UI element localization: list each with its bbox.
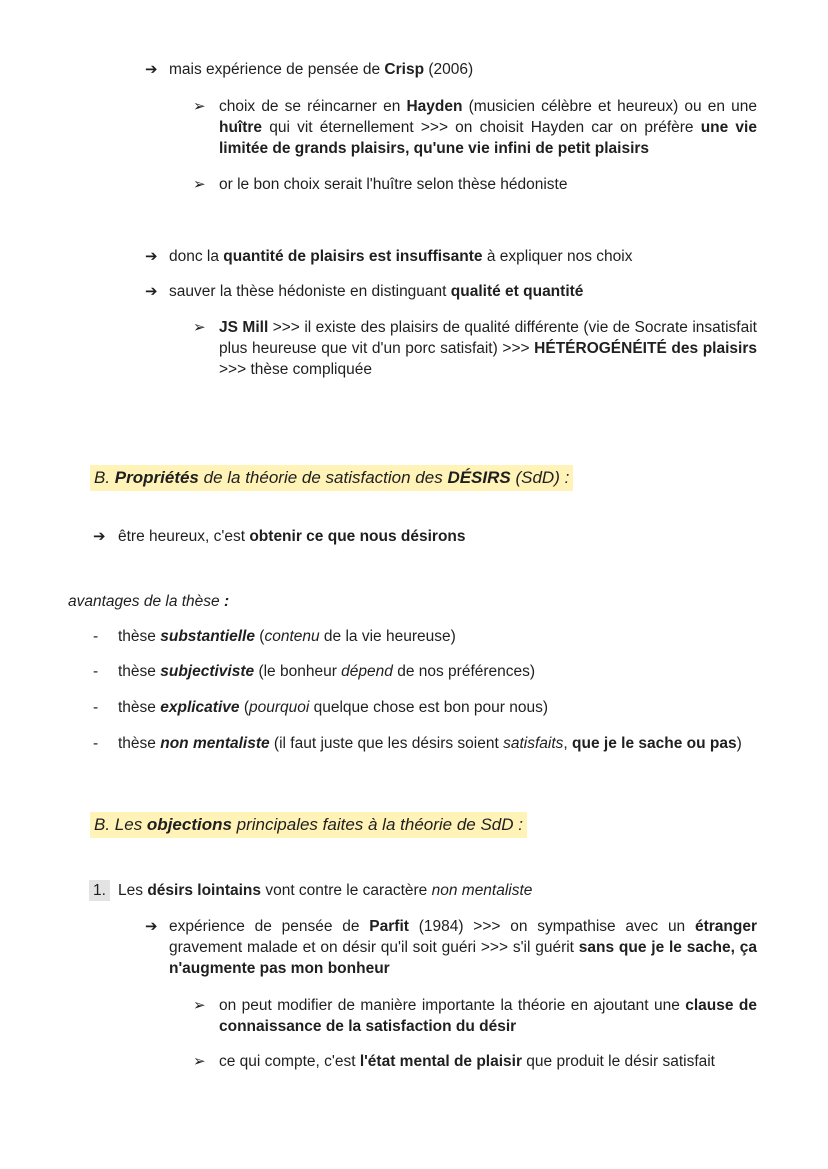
huitre-line: or le bon choix serait l'huître selon thèse hédoniste bbox=[219, 176, 568, 193]
mill-text-2: >>> thèse compliquée bbox=[219, 361, 372, 378]
heureux-text: être heureux, c'est bbox=[118, 528, 250, 545]
section-heading-objections bbox=[90, 812, 527, 838]
triangle-bullet-icon: ➢ bbox=[193, 176, 206, 193]
hayden-bold-1: Hayden bbox=[406, 98, 463, 115]
crisp-text: mais expérience de pensée de bbox=[169, 61, 385, 78]
mill-text-1: >>> il existe des plaisirs de qualité différente (vie de Socrate insatisfait plus heureuse que vit d'un porc satisfait) >>> bbox=[219, 319, 757, 357]
heading-bold: Propriétés bbox=[114, 468, 199, 487]
list-item: thèse explicative (pourquoi quelque chose est bon pour nous) bbox=[118, 699, 549, 716]
hayden-text-3: qui vit éternellement >>> on choisit Hayden car on préfère bbox=[262, 119, 701, 136]
avantages-colon: : bbox=[223, 593, 230, 610]
item1-line: Les désirs lointains vont contre le caractère non mentaliste bbox=[118, 882, 533, 899]
triangle-bullet-icon: ➢ bbox=[193, 319, 206, 336]
list-item: thèse substantielle (contenu de la vie heureuse) bbox=[118, 628, 456, 645]
heading-bold: objections bbox=[146, 815, 232, 834]
hayden-bold-2: huître bbox=[219, 119, 263, 136]
sauver-text: sauver la thèse hédoniste en distinguant bbox=[169, 283, 451, 300]
list-item: thèse non mentaliste (il faut juste que les désirs soient satisfaits, que je le sache ou pas) bbox=[118, 735, 742, 752]
heading-prefix: B. Les bbox=[94, 815, 147, 834]
dash-bullet-icon: - bbox=[93, 663, 99, 680]
dash-bullet-icon: - bbox=[93, 628, 99, 645]
arrow-right-icon: ➔ bbox=[145, 61, 158, 78]
triangle-bullet-icon: ➢ bbox=[193, 98, 206, 115]
heureux-bold: obtenir ce que nous désirons bbox=[249, 528, 466, 545]
dash-bullet-icon: - bbox=[93, 735, 99, 752]
hayden-text-2: (musicien célèbre et heureux) ou en une bbox=[462, 98, 758, 115]
heading-prefix: B. bbox=[94, 468, 115, 487]
mental-line: ce qui compte, c'est l'état mental de plaisir que produit le désir satisfait bbox=[219, 1053, 715, 1070]
crisp-line bbox=[169, 59, 769, 80]
list-number: 1. bbox=[89, 880, 110, 901]
avantages-text: avantages de la thèse bbox=[68, 593, 224, 610]
quantite-line bbox=[169, 246, 769, 267]
heading-text: principales faites à la théorie de SdD : bbox=[231, 815, 523, 834]
heading-bold-2: DÉSIRS bbox=[447, 468, 511, 487]
hayden-bold-3: une vie limitée de grands plaisirs, qu'une vie infini de petit plaisirs bbox=[219, 119, 757, 157]
triangle-bullet-icon: ➢ bbox=[193, 1053, 206, 1070]
crisp-year: (2006) bbox=[424, 61, 474, 78]
parfit-paragraph: expérience de pensée de Parfit (1984) >>> on sympathise avec un étranger gravement malade et on désir qu'il soit guéri >>> s'il guérit sans que je le sache, ça n'augmente pas mon bonheur bbox=[169, 918, 757, 977]
sauver-bold: qualité et quantité bbox=[450, 283, 584, 300]
hayden-text-1: choix de se réincarner en bbox=[219, 98, 407, 115]
arrow-right-icon: ➔ bbox=[145, 918, 158, 935]
mill-name: JS Mill bbox=[219, 319, 269, 336]
dash-bullet-icon: - bbox=[93, 699, 99, 716]
triangle-bullet-icon: ➢ bbox=[193, 997, 206, 1014]
heading-text-1: de la théorie de satisfaction des bbox=[198, 468, 448, 487]
quantite-bold: quantité de plaisirs est insuffisante bbox=[223, 248, 483, 265]
sauver-line bbox=[169, 281, 769, 302]
heading-text-2: (SdD) : bbox=[510, 468, 570, 487]
quantite-text-1: donc la bbox=[169, 248, 224, 265]
heureux-line bbox=[118, 526, 758, 547]
section-heading-proprietes bbox=[90, 465, 573, 491]
arrow-right-icon: ➔ bbox=[93, 528, 106, 545]
arrow-right-icon: ➔ bbox=[145, 283, 158, 300]
crisp-name: Crisp bbox=[384, 61, 425, 78]
hayden-paragraph bbox=[219, 96, 757, 159]
list-item: thèse subjectiviste (le bonheur dépend de nos préférences) bbox=[118, 663, 536, 680]
quantite-text-2: à expliquer nos choix bbox=[482, 248, 633, 265]
arrow-right-icon: ➔ bbox=[145, 248, 158, 265]
avantages-label bbox=[68, 591, 468, 612]
mill-bold: HÉTÉROGÉNÉITÉ des plaisirs bbox=[534, 340, 757, 357]
clause-paragraph: on peut modifier de manière importante la théorie en ajoutant une clause de connaissance de la satisfaction du désir bbox=[219, 997, 757, 1035]
mill-paragraph bbox=[219, 317, 757, 380]
